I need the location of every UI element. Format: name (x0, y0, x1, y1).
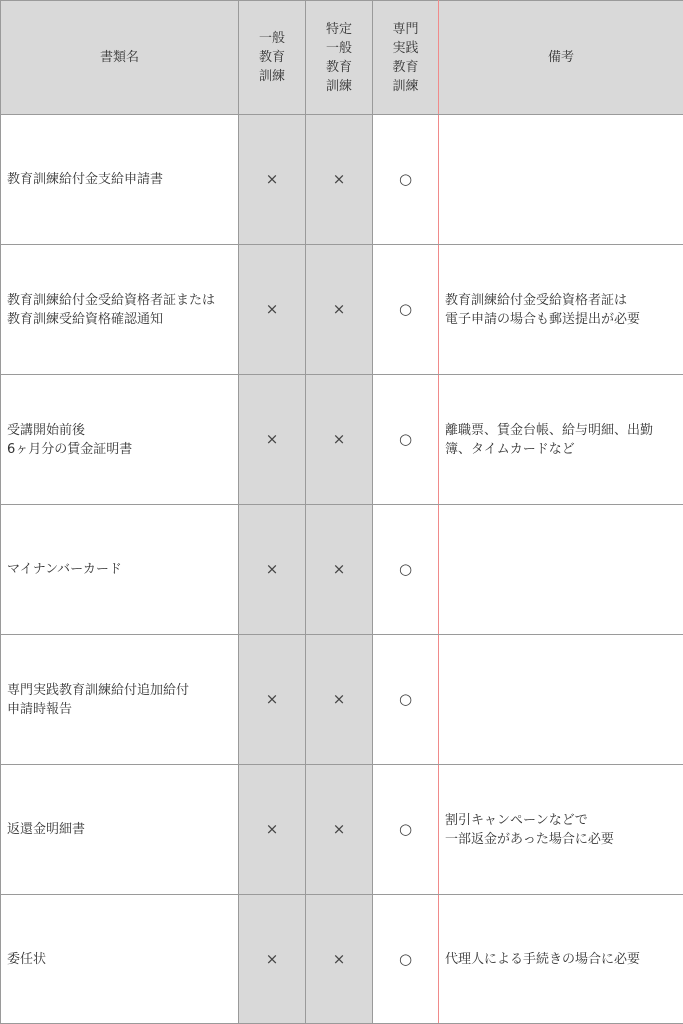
table-row (1, 245, 683, 375)
professional-mark: ○ (373, 895, 439, 1024)
document-name-cell: 返還金明細書 (1, 765, 239, 895)
notes-cell: 代理人による手続きの場合に必要 (439, 895, 683, 1024)
table-row (1, 635, 683, 765)
header-notes: 備考 (439, 1, 683, 115)
notes-cell (439, 505, 683, 635)
specific-mark: × (306, 245, 373, 375)
professional-mark: ○ (373, 245, 439, 375)
general-mark: × (239, 115, 306, 245)
notes-cell: 割引キャンペーンなどで 一部返金があった場合に必要 (439, 765, 683, 895)
specific-mark: × (306, 505, 373, 635)
document-name-cell: 専門実践教育訓練給付追加給付 申請時報告 (1, 635, 239, 765)
header-specific-general-training: 特定 一般 教育 訓練 (306, 1, 373, 115)
professional-mark: ○ (373, 115, 439, 245)
document-name-cell: 教育訓練給付金支給申請書 (1, 115, 239, 245)
header-document-name: 書類名 (1, 1, 239, 115)
table-row (1, 765, 683, 895)
notes-cell: 離職票、賃金台帳、給与明細、出勤 簿、タイムカードなど (439, 375, 683, 505)
specific-mark: × (306, 635, 373, 765)
table-row (1, 505, 683, 635)
table-row (1, 115, 683, 245)
specific-mark: × (306, 765, 373, 895)
header-professional-training: 専門 実践 教育 訓練 (373, 1, 439, 115)
general-mark: × (239, 895, 306, 1024)
professional-mark: ○ (373, 505, 439, 635)
document-name-cell: 受講開始前後 6ヶ月分の賃金証明書 (1, 375, 239, 505)
table-body (1, 115, 683, 1024)
table-row (1, 895, 683, 1024)
general-mark: × (239, 635, 306, 765)
document-name-cell: マイナンバーカード (1, 505, 239, 635)
specific-mark: × (306, 895, 373, 1024)
general-mark: × (239, 505, 306, 635)
general-mark: × (239, 765, 306, 895)
document-name-cell: 委任状 (1, 895, 239, 1024)
table-row (1, 375, 683, 505)
general-mark: × (239, 245, 306, 375)
professional-mark: ○ (373, 765, 439, 895)
professional-mark: ○ (373, 375, 439, 505)
notes-cell (439, 635, 683, 765)
header-row (1, 1, 683, 115)
notes-cell (439, 115, 683, 245)
header-general-training: 一般 教育 訓練 (239, 1, 306, 115)
general-mark: × (239, 375, 306, 505)
document-name-cell: 教育訓練給付金受給資格者証または 教育訓練受給資格確認通知 (1, 245, 239, 375)
professional-mark: ○ (373, 635, 439, 765)
notes-cell: 教育訓練給付金受給資格者証は 電子申請の場合も郵送提出が必要 (439, 245, 683, 375)
specific-mark: × (306, 375, 373, 505)
specific-mark: × (306, 115, 373, 245)
